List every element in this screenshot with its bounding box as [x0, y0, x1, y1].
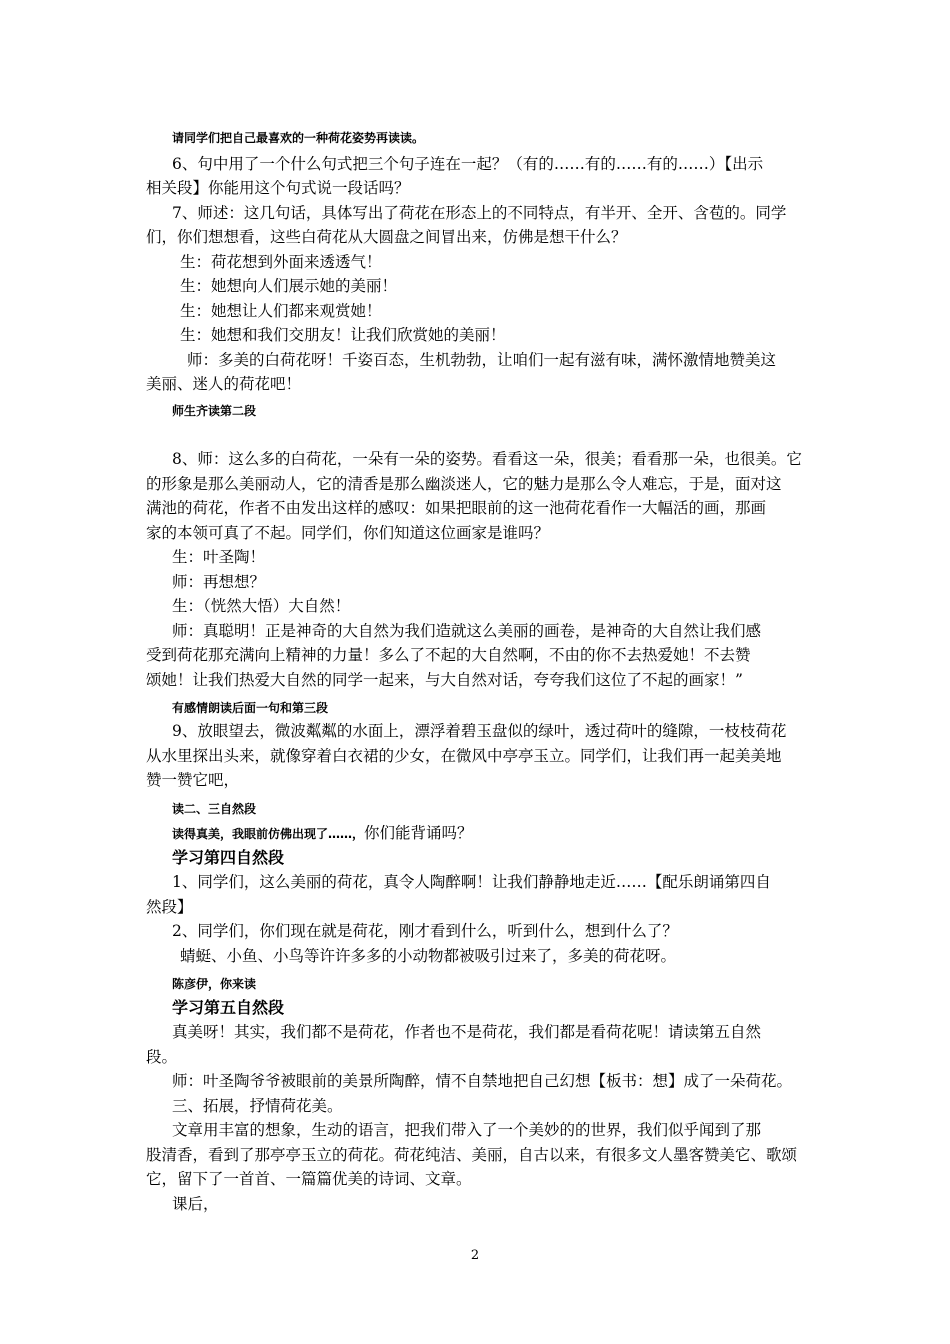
text-line: 6、句中用了一个什么句式把三个句子连在一起？（有的……有的……有的……）【出示	[172, 155, 764, 173]
text-line: 7、师述：这几句话，具体写出了荷花在形态上的不同特点，有半开、全开、含苞的。同学	[172, 204, 787, 222]
text-line: 2、同学们，你们现在就是荷花，刚才看到什么，听到什么，想到什么了？	[172, 922, 678, 940]
text-line: 生：她想让人们都来观赏她！	[180, 302, 382, 320]
text-line: 颂她！让我们热爱大自然的同学一起来，与大自然对话，夸夸我们这位了不起的画家！”	[146, 671, 743, 689]
handwritten-note: 读二、三自然段	[172, 802, 257, 816]
text-line: 8、师：这么多的白荷花，一朵有一朵的姿势。看看这一朵，很美；看看那一朵，也很美。它	[172, 450, 802, 468]
text-line: 生：她想向人们展示她的美丽！	[180, 277, 398, 295]
text-line: 三、拓展，抒情荷花美。	[172, 1097, 343, 1115]
text-fragment: 你们能背诵吗？	[364, 824, 473, 842]
text-line: 从水里探出头来，就像穿着白衣裙的少女，在微风中亭亭玉立。同学们，让我们再一起美美地	[146, 747, 782, 765]
text-line: 生：荷花想到外面来透透气！	[180, 253, 382, 271]
text-line: 蜻蜓、小鱼、小鸟等许许多多的小动物都被吸引过来了，多美的荷花呀。	[180, 947, 677, 965]
text-line: 受到荷花那充满向上精神的力量！多么了不起的大自然啊，不由的你不去热爱她！不去赞	[146, 646, 751, 664]
text-line: 们，你们想想看，这些白荷花从大圆盘之间冒出来，仿佛是想干什么？	[146, 228, 627, 246]
text-line: 满池的荷花，作者不由发出这样的感叹：如果把眼前的这一池荷花看作一大幅活的画，那画	[146, 499, 767, 517]
text-line: 家的本领可真了不起。同学们，你们知道这位画家是谁吗？	[146, 524, 550, 542]
text-line: 相关段】你能用这个句式说一段话吗？	[146, 179, 410, 197]
text-line: 师：叶圣陶爷爷被眼前的美景所陶醉，情不自禁地把自己幻想【板书：想】成了一朵荷花。	[172, 1072, 793, 1090]
text-line: 股清香，看到了那亭亭玉立的荷花。荷花纯洁、美丽，自古以来，有很多文人墨客赞美它、歌颂	[146, 1146, 798, 1164]
text-line: 生：她想和我们交朋友！让我们欣赏她的美丽！	[180, 326, 506, 344]
section-heading: 学习第五自然段	[172, 998, 285, 1017]
text-line: 赞一赞它吧，	[146, 771, 240, 789]
text-line: 真美呀！其实，我们都不是荷花，作者也不是荷花，我们都是看荷花呢！请读第五自然	[172, 1023, 762, 1041]
text-line	[172, 821, 836, 846]
text-line: 然段】	[146, 898, 193, 916]
section-heading: 学习第四自然段	[172, 848, 285, 867]
page-number: 2	[470, 1248, 480, 1263]
text-line: 的形象是那么美丽动人，它的清香是那么幽淡迷人，它的魅力是那么令人难忘，于是，面对这	[146, 475, 782, 493]
text-line: 文章用丰富的想象，生动的语言，把我们带入了一个美妙的的世界，我们似乎闻到了那	[172, 1121, 762, 1139]
text-line: 师：再想想？	[172, 573, 266, 591]
text-line: 生：（恍然大悟）大自然！	[172, 597, 351, 615]
text-line: 生：叶圣陶！	[172, 548, 266, 566]
text-line: 师：真聪明！正是神奇的大自然为我们造就这么美丽的画卷，是神奇的大自然让我们感	[172, 622, 762, 640]
handwritten-note: 师生齐读第二段	[172, 404, 257, 418]
handwritten-note: 陈彦伊，你来读	[172, 977, 257, 991]
handwritten-note: 请同学们把自己最喜欢的一种荷花姿势再读读。	[172, 131, 425, 145]
text-line: 9、放眼望去，微波粼粼的水面上，漂浮着碧玉盘似的绿叶，透过荷叶的缝隙，一枝枝荷花	[172, 722, 787, 740]
text-line: 它，留下了一首首、一篇篇优美的诗词、文章。	[146, 1170, 472, 1188]
handwritten-note: 有感情朗读后面一句和第三段	[172, 701, 329, 715]
text-line: 1、同学们，这么美丽的荷花，真令人陶醉啊！让我们静静地走近……【配乐朗诵第四自	[172, 873, 771, 891]
handwritten-note: 读得真美，我眼前仿佛出现了……，	[172, 827, 365, 841]
text-line: 美丽、迷人的荷花吧！	[146, 375, 302, 393]
text-line: 段。	[146, 1048, 178, 1066]
text-line: 师：多美的白荷花呀！千姿百态，生机勃勃，让咱们一起有滋有味，满怀激情地赞美这	[187, 351, 777, 369]
text-line: 课后，	[172, 1195, 219, 1213]
